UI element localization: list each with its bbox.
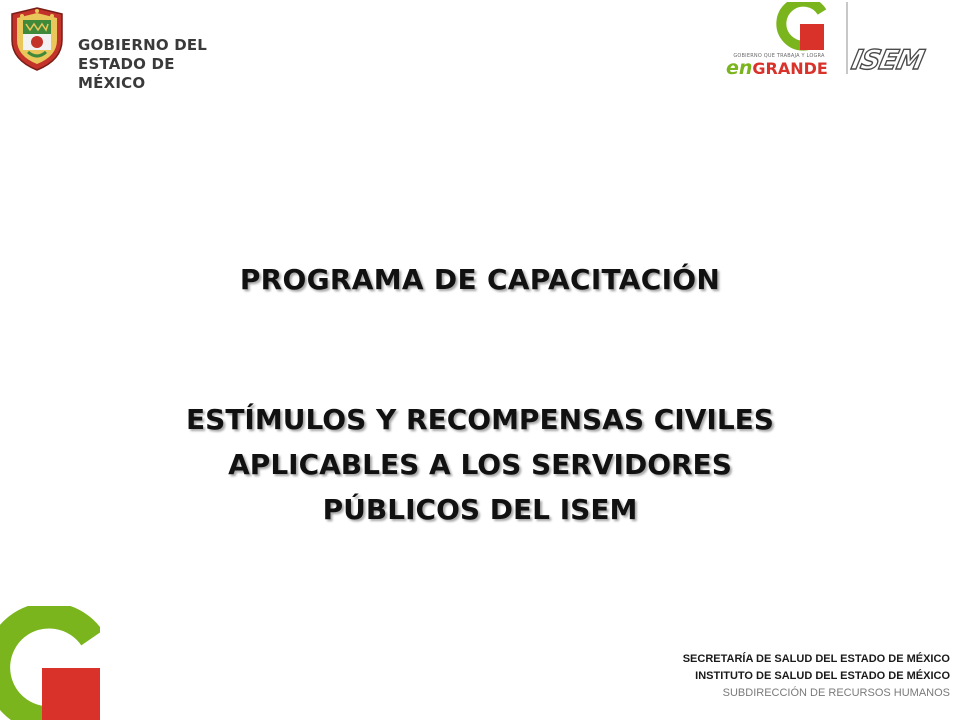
engrande-word-grande: GRANDE (752, 59, 828, 78)
gov-logo-line2: ESTADO DE MÉXICO (78, 55, 175, 92)
g-corner-icon (0, 606, 100, 720)
footer (683, 651, 950, 702)
gov-logo-line1: GOBIERNO DEL (78, 36, 208, 54)
footer-line3: SUBDIRECCIÓN DE RECURSOS HUMANOS (722, 687, 950, 699)
footer-line2: INSTITUTO DE SALUD DEL ESTADO DE MÉXICO (695, 670, 950, 682)
engrande-word-en: en (726, 57, 753, 79)
isem-logo-text: ISEM (848, 45, 927, 76)
subtitle-line: ESTÍMULOS Y RECOMPENSAS CIVILES (186, 403, 774, 436)
gov-logo-text (78, 36, 243, 93)
slide-subtitle (60, 397, 900, 532)
coat-of-arms-icon (8, 6, 66, 72)
subtitle-line: APLICABLES A LOS SERVIDORES (228, 448, 732, 481)
gobierno-estado-mexico-logo (8, 6, 243, 92)
footer-line1: SECRETARÍA DE SALUD DEL ESTADO DE MÉXICO (682, 653, 950, 665)
g-logo-icon (770, 2, 828, 52)
subtitle-line: PÚBLICOS DEL ISEM (322, 493, 638, 526)
engrande-logo (726, 2, 832, 78)
slide-title: PROGRAMA DE CAPACITACIÓN (239, 263, 721, 296)
logo-divider (846, 2, 848, 74)
isem-logo (848, 45, 958, 76)
engrande-slogan: GOBIERNO QUE TRABAJA Y LOGRA (733, 53, 825, 59)
engrande-wordmark (726, 58, 828, 79)
